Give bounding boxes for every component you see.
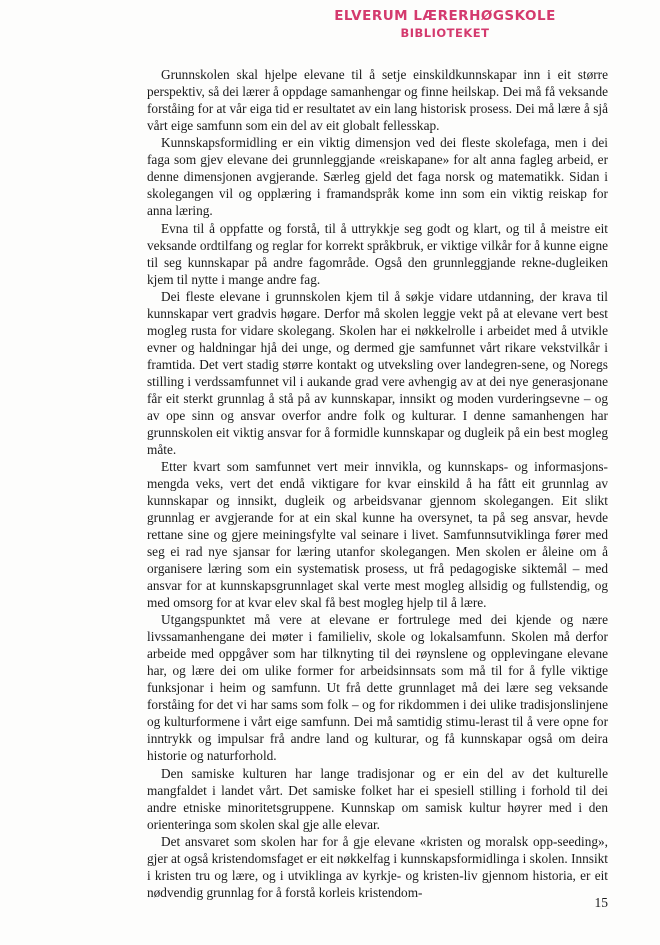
paragraph: Den samiske kulturen har lange tradisjonar og er ein del av det kulturelle mangfaldet i landet vårt. Det samiske folket har ei spesiell stilling i forhold til dei andre etniske minoritetsgruppene. Kunnskap om samisk kultur høyrer med i den orienteringa som skolen skal gje alle elevar. (147, 765, 608, 832)
paragraph: Grunnskolen skal hjelpe elevane til å setje einskildkunnskapar inn i eit større perspektiv, så dei lærer å oppdage samanhengar og finne heilskap. Dei må få veksande forståing for at vår eiga tid er resultatet av ein lang historisk prosess. Dei må lære å sjå vårt eige samfunn som ein del av eit globalt fellesskap. (147, 67, 608, 133)
stamp-institution: ELVERUM LÆRERHØGSKOLE (334, 8, 556, 24)
paragraph: Det ansvaret som skolen har for å gje elevane «kristen og moralsk opp-seeding», gjer at også kristendomsfaget er eit nøkkelfag i kunnskapsformidlinga i skolen. Innsikt i kristen tru og lære, og i utviklinga av kyrkje- og kristen-liv gjennom historia, er eit nødvendig grunnlag for å forstå korleis kristendom- (147, 834, 608, 900)
paragraph: Dei fleste elevane i grunnskolen kjem til å søkje vidare utdanning, der krava til kunnskapar vert gradvis høgare. Derfor må skolen leggje vekt på at elevane vert best mogleg rusta for vidare skolegang. Skolen har ei nøkkelrolle i arbeidet med å utvikle evner og haldningar hjå dei unge, og dermed gje samfunnet vårt rikare vekstvilkår i framtida. Det vert stadig større kontakt og utveksling over landegren-sene, og Noregs stilling i verdssamfunnet vil i aukande grad vere avhengig av at dei nye generasjonane får eit sterkt grunnlag å stå på av kunnskapar, innsikt og moden vurderingsevne – og av ope sinn og ansvar overfor andre folk og kulturar. I denne samanhengen har grunnskolen eit viktig ansvar for å formidle kunnskapar og dugleik på ein best mogleg måte. (147, 289, 608, 457)
paragraph: Kunnskapsformidling er ein viktig dimensjon ved dei fleste skolefaga, men i dei faga som gjev elevane dei grunnleggjande «reiskapane» for alt anna fagleg arbeid, er denne dimensjonen avgjerande. Særleg gjeld det faga norsk og matematikk. Sidan i skolegangen vil og opplæring i framandspråk kome inn som ein viktig reiskap for anna læring. (147, 135, 608, 219)
stamp-library: BIBLIOTEKET (400, 26, 490, 40)
body-text (147, 67, 608, 902)
paragraph: Etter kvart som samfunnet vert meir innvikla, og kunnskaps- og informasjons-mengda veks, vert det endå viktigare for kvar einskild å ha fått eit grunnlag av kunnskapar og innsikt, dugleik og arbeidsvanar gjennom skolegangen. Eit slikt grunnlag er avgjerande for at ein skal kunne ha oversynet, ta på seg ansvar, hevde rettane sine og gjere meiningsfylte val seinare i livet. Samfunnsutviklinga fører med seg ei rad nye sjansar for læring utanfor skolegangen. Men skolen er åleine om å organisere læring som ein systematisk prosess, ut frå pedagogiske siktemål – med ansvar for at kunnskapsgrunnlaget skal verte mest mogleg allsidig og fullstendig, og med omsorg for at kvar elev skal få best mogleg hjelp til å lære. (147, 459, 608, 610)
paragraph: Utgangspunktet må vere at elevane er fortrulege med dei kjende og nære livssamanhengane dei møter i familieliv, skole og lokalsamfunn. Skolen må derfor arbeide med oppgåver som har tilknyting til dei røynslene og opplevingane elevane har, og lære dei om ulike former for arbeidsinnsats som må til for å fylle viktige funksjonar i heim og samfunn. Ut frå dette grunnlaget må dei lære seg veksande forståing for det vi har sams som folk – og for rikdommen i dei ulike tradisjonslinjene og kulturformene i vårt eige samfunn. Dei må samtidig stimu-lerast til å vere opne for inntrykk og impulsar frå andre land og kulturar, og få kunnskapar også om deira historie og naturforhold. (147, 612, 608, 764)
library-stamp (330, 8, 560, 41)
page-number: 15 (594, 895, 608, 910)
paragraph: Evna til å oppfatte og forstå, til å uttrykkje seg godt og klart, og til å meistre eit veksande ordtilfang og reglar for korrekt språkbruk, er viktige vilkår for å kunne eigne til seg kunnskapar på andre fagområde. Også den grunnleggjande rekne-dugleiken kjem til nytte i mange andre fag. (147, 220, 608, 287)
